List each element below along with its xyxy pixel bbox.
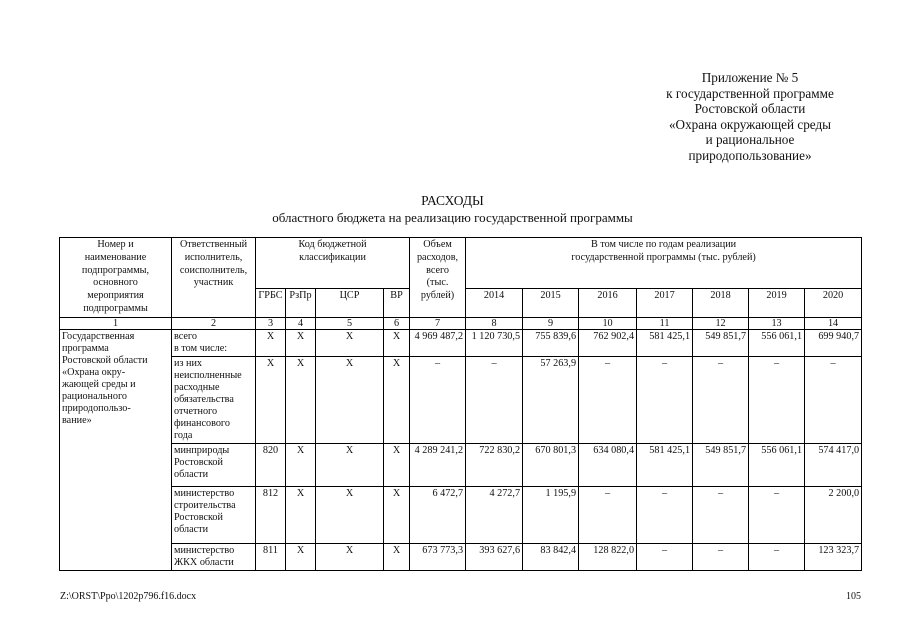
year-value-cell: – — [693, 356, 749, 443]
table-row — [60, 356, 862, 443]
total-cell: 673 773,3 — [410, 543, 466, 570]
cell-line: министерство — [174, 544, 235, 556]
code-csr-cell: Х — [316, 443, 384, 486]
cell-line: области — [174, 523, 209, 535]
year-value-cell: 581 425,1 — [637, 443, 693, 486]
column-number: 4 — [286, 317, 316, 329]
cell-line: всего — [174, 330, 197, 342]
cell-line: жающей среды и — [62, 378, 136, 390]
header-name — [60, 238, 172, 318]
cell-line: области — [174, 468, 209, 480]
year-value-cell: – — [805, 356, 862, 443]
header-budget-code — [256, 238, 410, 289]
year-value-cell: 581 425,1 — [637, 329, 693, 356]
column-number: 10 — [579, 317, 637, 329]
executor-cell — [172, 486, 256, 543]
executor-cell — [172, 356, 256, 443]
cell-line: рублей) — [420, 290, 455, 302]
annex-line: к государственной программе — [666, 85, 834, 101]
table-row — [60, 443, 862, 486]
total-cell: 4 289 241,2 — [410, 443, 466, 486]
year-value-cell: 1 120 730,5 — [466, 329, 523, 356]
cell-line: исполнитель, — [184, 251, 243, 263]
column-number: 6 — [384, 317, 410, 329]
executor-cell — [172, 329, 256, 356]
annex-line: Ростовской области — [694, 101, 806, 117]
code-rzpr-cell: Х — [286, 356, 316, 443]
year-value-cell: 634 080,4 — [579, 443, 637, 486]
cell-line: Ростовской — [174, 511, 223, 523]
column-number: 5 — [316, 317, 384, 329]
code-vr-cell: Х — [384, 356, 410, 443]
cell-line: наименование — [84, 251, 147, 263]
code-vr-cell: Х — [384, 443, 410, 486]
year-value-cell: – — [693, 543, 749, 570]
header-row-1 — [60, 238, 862, 289]
year-value-cell: – — [693, 486, 749, 543]
annex-heading — [600, 70, 900, 164]
title-line-1: РАСХОДЫ — [421, 193, 484, 208]
code-grbs-cell: Х — [256, 329, 286, 356]
code-vr-cell: Х — [384, 329, 410, 356]
code-csr-cell: Х — [316, 356, 384, 443]
cell-line: года — [174, 429, 193, 441]
header-year: 2019 — [749, 289, 805, 317]
column-number: 13 — [749, 317, 805, 329]
cell-line: всего — [426, 264, 449, 276]
year-value-cell: – — [637, 356, 693, 443]
total-cell: 4 969 487,2 — [410, 329, 466, 356]
column-number: 14 — [805, 317, 862, 329]
cell-line: расходные — [174, 381, 220, 393]
footer-page-number: 105 — [846, 591, 861, 602]
year-value-cell: 670 801,3 — [523, 443, 579, 486]
cell-line: рационального — [62, 390, 127, 402]
code-rzpr-cell: Х — [286, 329, 316, 356]
header-executor — [172, 238, 256, 318]
column-number: 7 — [410, 317, 466, 329]
column-number: 3 — [256, 317, 286, 329]
year-value-cell: 549 851,7 — [693, 443, 749, 486]
code-grbs-cell: 811 — [256, 543, 286, 570]
year-value-cell: 755 839,6 — [523, 329, 579, 356]
column-number: 11 — [637, 317, 693, 329]
code-rzpr-cell: Х — [286, 486, 316, 543]
cell-line: участник — [193, 277, 234, 289]
footer-file-path: Z:\ORST\Ppo\1202p796.f16.docx — [60, 591, 197, 602]
table-row — [60, 543, 862, 570]
cell-line: министерство — [174, 487, 235, 499]
code-vr-cell: Х — [384, 486, 410, 543]
cell-line: государственной программы (тыс. рублей) — [571, 251, 756, 263]
cell-line: основного — [93, 277, 138, 289]
year-value-cell: – — [466, 356, 523, 443]
column-number: 8 — [466, 317, 523, 329]
cell-line: минприроды — [174, 444, 230, 456]
cell-line: из них — [174, 357, 203, 369]
year-value-cell: 1 195,9 — [523, 486, 579, 543]
year-value-cell: 2 200,0 — [805, 486, 862, 543]
year-value-cell: 574 417,0 — [805, 443, 862, 486]
total-cell: 6 472,7 — [410, 486, 466, 543]
cell-line: Объем — [423, 239, 452, 250]
code-grbs-cell: 812 — [256, 486, 286, 543]
code-csr-cell: Х — [316, 329, 384, 356]
column-number: 12 — [693, 317, 749, 329]
cell-line: Государственная — [62, 330, 135, 342]
code-rzpr-cell: Х — [286, 543, 316, 570]
year-value-cell: 556 061,1 — [749, 329, 805, 356]
cell-line: отчетного — [174, 405, 218, 417]
executor-cell — [172, 443, 256, 486]
total-cell: – — [410, 356, 466, 443]
annex-line: и рациональное — [705, 132, 795, 148]
year-value-cell: – — [579, 356, 637, 443]
header-year: 2015 — [523, 289, 579, 317]
year-value-cell: 549 851,7 — [693, 329, 749, 356]
annex-line: Приложение № 5 — [701, 70, 799, 85]
code-grbs-cell: Х — [256, 356, 286, 443]
header-csr: ЦСР — [316, 289, 384, 317]
year-value-cell: 722 830,2 — [466, 443, 523, 486]
table-row — [60, 486, 862, 543]
code-csr-cell: Х — [316, 543, 384, 570]
year-value-cell: – — [579, 486, 637, 543]
table-row — [60, 329, 862, 356]
column-number: 9 — [523, 317, 579, 329]
expenses-table — [59, 237, 862, 571]
year-value-cell: – — [749, 543, 805, 570]
cell-line: соисполнитель, — [179, 264, 248, 276]
header-rzpr: РзПр — [286, 289, 316, 317]
year-value-cell: 123 323,7 — [805, 543, 862, 570]
cell-line: природопользо- — [62, 402, 131, 414]
cell-line: в том числе: — [174, 342, 228, 354]
cell-line: подпрограммы — [83, 302, 148, 314]
annex-line: природопользование» — [688, 147, 812, 163]
header-year: 2016 — [579, 289, 637, 317]
year-value-cell: 393 627,6 — [466, 543, 523, 570]
header-vr: ВР — [384, 289, 410, 317]
header-year: 2014 — [466, 289, 523, 317]
cell-line: «Охрана окру- — [62, 366, 126, 378]
year-value-cell: – — [637, 543, 693, 570]
code-rzpr-cell: Х — [286, 443, 316, 486]
program-name-cell — [60, 329, 172, 570]
year-value-cell: 57 263,9 — [523, 356, 579, 443]
column-number: 2 — [172, 317, 256, 329]
cell-line: Код бюджетной — [298, 239, 367, 250]
year-value-cell: 556 061,1 — [749, 443, 805, 486]
column-number: 1 — [60, 317, 172, 329]
cell-line: неисполненные — [174, 369, 242, 381]
cell-line: расходов, — [416, 251, 459, 263]
cell-line: В том числе по годам реализации — [591, 239, 737, 250]
year-value-cell: 762 902,4 — [579, 329, 637, 356]
cell-line: Ответственный — [179, 239, 248, 250]
header-year: 2020 — [805, 289, 862, 317]
year-value-cell: – — [749, 356, 805, 443]
cell-line: Ростовской — [174, 456, 223, 468]
document-title — [0, 192, 905, 226]
header-year: 2018 — [693, 289, 749, 317]
year-value-cell: 4 272,7 — [466, 486, 523, 543]
header-grbs: ГРБС — [256, 289, 286, 317]
cell-line: программа — [62, 342, 109, 354]
year-value-cell: – — [637, 486, 693, 543]
column-number-row — [60, 317, 862, 329]
title-line-2: областного бюджета на реализацию государственной программы — [272, 210, 633, 225]
cell-line: (тыс. — [426, 277, 449, 289]
year-value-cell: 83 842,4 — [523, 543, 579, 570]
cell-line: финансового — [174, 417, 230, 429]
cell-line: Ростовской области — [62, 354, 148, 366]
cell-line: классификации — [299, 251, 366, 263]
cell-line: Номер и — [97, 239, 134, 250]
code-csr-cell: Х — [316, 486, 384, 543]
header-volume — [410, 238, 466, 318]
year-value-cell: 699 940,7 — [805, 329, 862, 356]
code-vr-cell: Х — [384, 543, 410, 570]
annex-line: «Охрана окружающей среды — [668, 116, 832, 132]
cell-line: обязательства — [174, 393, 234, 405]
year-value-cell: – — [749, 486, 805, 543]
header-year: 2017 — [637, 289, 693, 317]
header-by-years — [466, 238, 862, 289]
executor-cell — [172, 543, 256, 570]
code-grbs-cell: 820 — [256, 443, 286, 486]
cell-line: вание» — [62, 414, 92, 426]
cell-line: подпрограммы, — [81, 264, 150, 276]
year-value-cell: 128 822,0 — [579, 543, 637, 570]
cell-line: мероприятия — [87, 290, 144, 302]
cell-line: строительства — [174, 499, 236, 511]
cell-line: ЖКХ области — [174, 556, 234, 568]
